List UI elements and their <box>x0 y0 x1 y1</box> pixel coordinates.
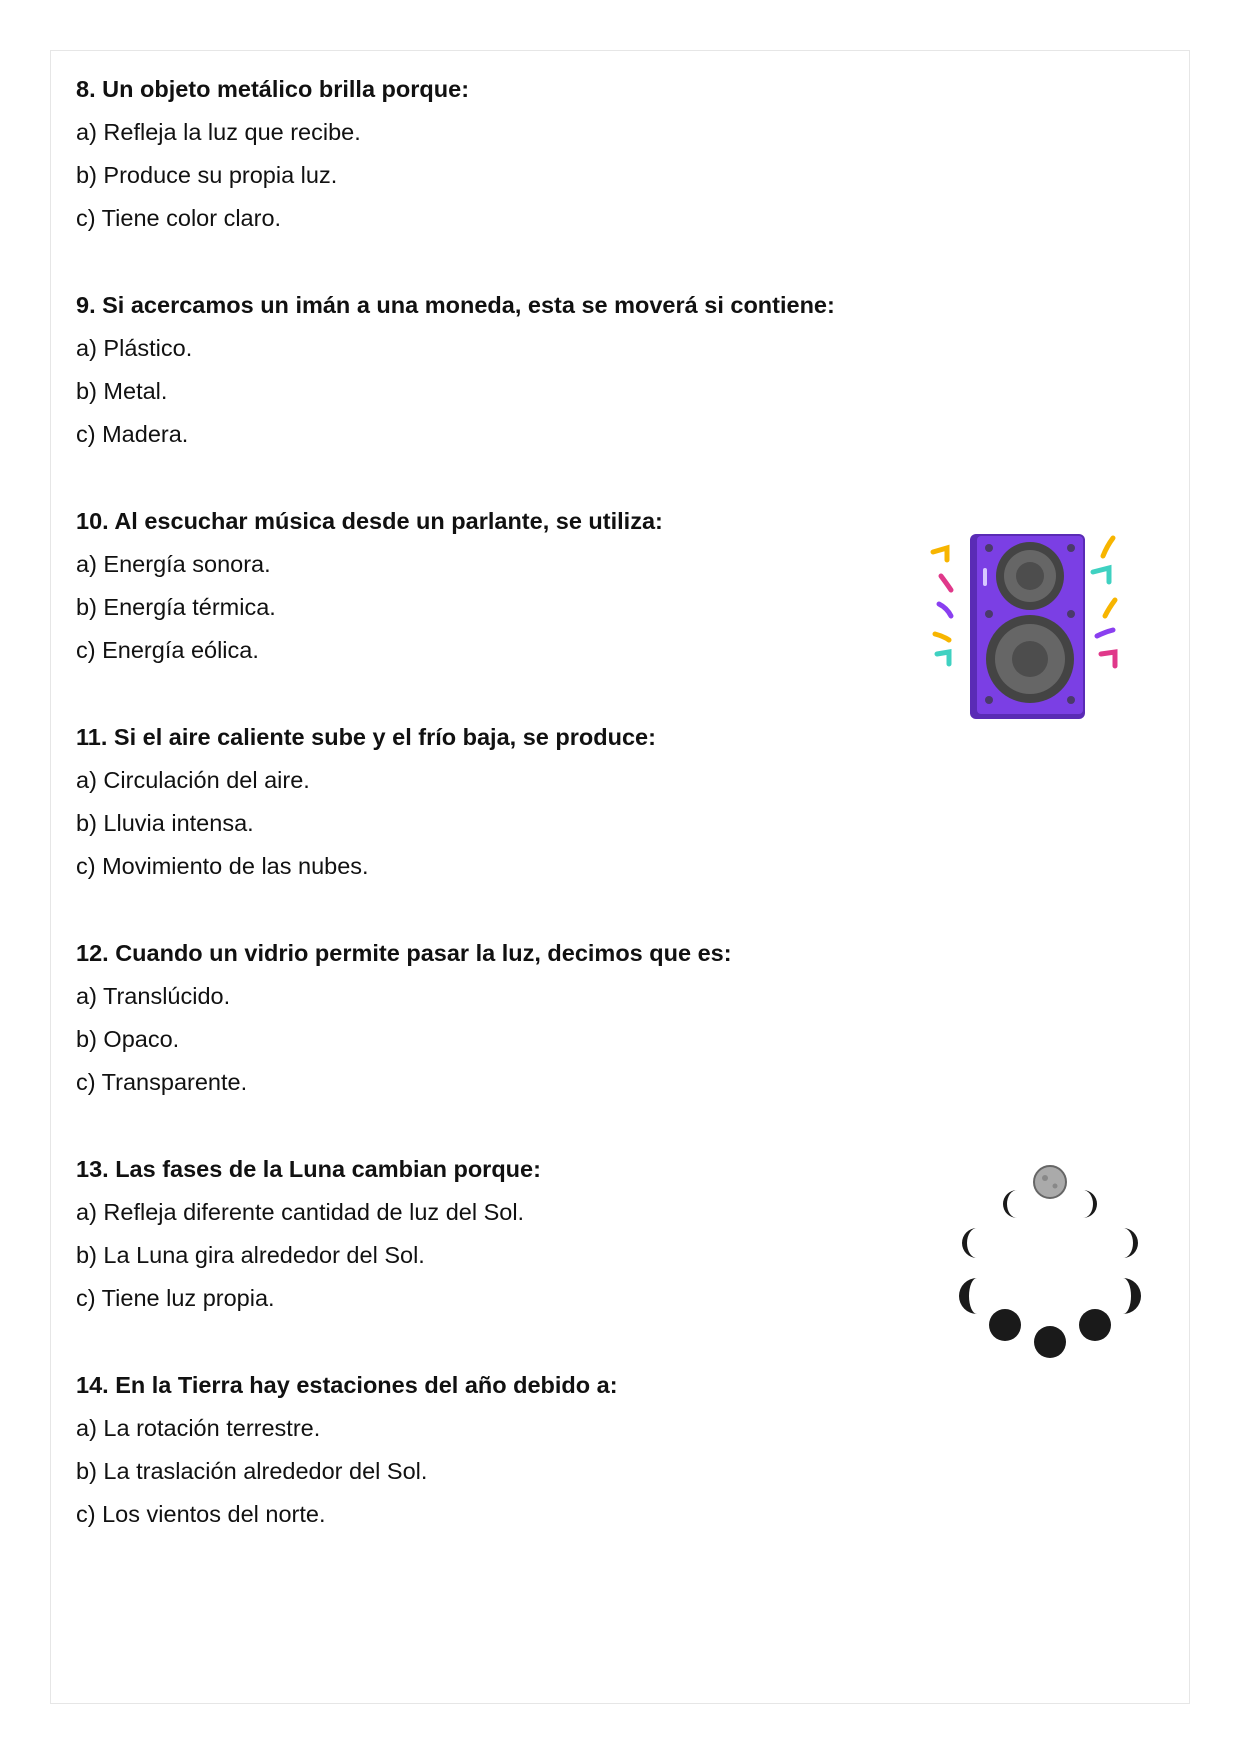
speaker-icon <box>925 524 1135 724</box>
answer-option-b: b) La traslación alrededor del Sol. <box>76 1458 428 1484</box>
question-spacer <box>76 893 1156 937</box>
answer-option-b: b) Energía térmica. <box>76 594 276 620</box>
question-title: 8. Un objeto metálico brilla porque: <box>76 76 470 102</box>
question-title: 14. En la Tierra hay estaciones del año debido a: <box>76 1372 618 1398</box>
answer-option-b: b) Opaco. <box>76 1026 180 1052</box>
question-title: 10. Al escuchar música desde un parlante, se utiliza: <box>76 508 663 534</box>
answer-option-c: c) Energía eólica. <box>76 637 259 663</box>
question-title: 13. Las fases de la Luna cambian porque: <box>76 1156 541 1182</box>
answer-option-c: c) Transparente. <box>76 1069 248 1095</box>
answer-option-a: a) La rotación terrestre. <box>76 1415 321 1441</box>
answer-option-c: c) Madera. <box>76 421 189 447</box>
question-11 <box>76 721 1156 893</box>
answer-option-a: a) Refleja la luz que recibe. <box>76 119 361 145</box>
moon-phases-icon <box>955 1160 1145 1360</box>
answer-option-a: a) Refleja diferente cantidad de luz del Sol. <box>76 1199 525 1225</box>
answer-option-b: b) Metal. <box>76 378 168 404</box>
question-14 <box>76 1369 1156 1541</box>
answer-option-c: c) Los vientos del norte. <box>76 1501 326 1527</box>
answer-option-a: a) Translúcido. <box>76 983 231 1009</box>
answer-option-a: a) Circulación del aire. <box>76 767 310 793</box>
question-9 <box>76 289 1156 461</box>
answer-option-a: a) Energía sonora. <box>76 551 271 577</box>
question-spacer <box>76 245 1156 289</box>
question-title: 12. Cuando un vidrio permite pasar la luz, decimos que es: <box>76 940 732 966</box>
question-spacer <box>76 461 1156 505</box>
question-spacer <box>76 1109 1156 1153</box>
question-title: 11. Si el aire caliente sube y el frío baja, se produce: <box>76 724 656 750</box>
answer-option-c: c) Movimiento de las nubes. <box>76 853 369 879</box>
answer-option-c: c) Tiene color claro. <box>76 205 282 231</box>
question-8 <box>76 73 1156 245</box>
question-title: 9. Si acercamos un imán a una moneda, esta se moverá si contiene: <box>76 292 835 318</box>
answer-option-c: c) Tiene luz propia. <box>76 1285 275 1311</box>
answer-option-b: b) Lluvia intensa. <box>76 810 254 836</box>
answer-option-b: b) La Luna gira alrededor del Sol. <box>76 1242 425 1268</box>
answer-option-a: a) Plástico. <box>76 335 193 361</box>
question-12 <box>76 937 1156 1109</box>
answer-option-b: b) Produce su propia luz. <box>76 162 338 188</box>
